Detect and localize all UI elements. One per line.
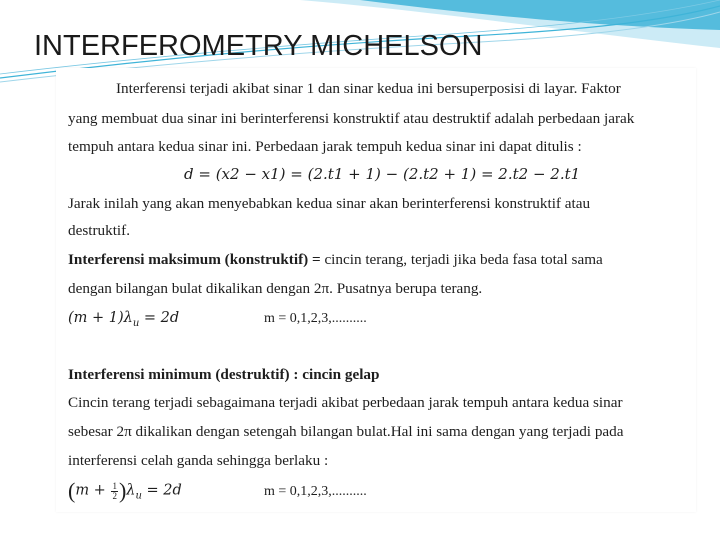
paragraph-1-line-1: Interferensi terjadi akibat sinar 1 dan sinar kedua ini bersuperposisi di layar. Faktor bbox=[116, 80, 621, 97]
min-m-values: m = 0,1,2,3,.......... bbox=[264, 484, 367, 499]
max-eq-rhs: = 2d bbox=[139, 310, 180, 326]
slide-title: INTERFEROMETRY MICHELSON bbox=[34, 30, 483, 62]
paragraph-2-line-1: Jarak inilah yang akan menyebabkan kedua sinar akan berinterferensi konstruktif atau bbox=[68, 195, 591, 212]
content-image-panel bbox=[56, 68, 696, 512]
paragraph-1-line-2: yang membuat dua sinar ini berinterferensi konstruktif atau destruktif adalah perbedaan jarak bbox=[68, 110, 635, 127]
min-eq-subscript: u bbox=[135, 490, 142, 502]
min-eq-lambda: λ bbox=[126, 482, 136, 499]
min-interference-line-2: sebesar 2π dikalikan dengan setengah bilangan bulat.Hal ini sama dengan yang terjadi pada bbox=[68, 423, 624, 440]
min-interference-line-3: interferensi celah ganda sehingga berlaku : bbox=[68, 452, 329, 469]
max-interference-line-2: dengan bilangan bulat dikalikan dengan 2π. Pusatnya berupa terang. bbox=[68, 280, 483, 297]
max-condition-equation bbox=[68, 309, 179, 329]
fraction-numerator: 1 bbox=[112, 480, 117, 491]
max-m-values: m = 0,1,2,3,.......... bbox=[264, 311, 367, 326]
paragraph-1-line-3: tempuh antara kedua sinar ini. Perbedaan jarak tempuh kedua sinar ini dapat ditulis : bbox=[68, 138, 582, 155]
min-interference-line-1: Cincin terang terjadi sebagaimana terjadi akibat perbedaan jarak tempuh antara kedua sinar bbox=[68, 394, 623, 411]
path-difference-equation: d = (x2 − x1) = (2.t1 + 1) − (2.t2 + 1) = 2.t2 − 2.t1 bbox=[184, 165, 581, 183]
max-eq-subscript: u bbox=[132, 318, 140, 330]
min-eq-m: m + bbox=[75, 482, 111, 499]
max-interference-line-1 bbox=[68, 251, 603, 269]
max-interference-text: cincin terang, terjadi jika beda fasa total sama bbox=[320, 251, 603, 268]
min-eq-rhs: = 2d bbox=[141, 482, 182, 499]
half-fraction bbox=[111, 482, 118, 501]
min-interference-heading: Interferensi minimum (destruktif) : cincin gelap bbox=[68, 366, 380, 383]
fraction-denominator: 2 bbox=[112, 490, 117, 501]
min-condition-equation: (m + $\frac{1}{2}$ )$\lambda_u = 2d$ bbox=[68, 478, 182, 503]
paragraph-2-line-2: destruktif. bbox=[68, 222, 131, 239]
max-interference-heading: Interferensi maksimum (konstruktif) = bbox=[68, 251, 321, 268]
max-eq-lhs: (m + 1)λ bbox=[68, 310, 133, 326]
